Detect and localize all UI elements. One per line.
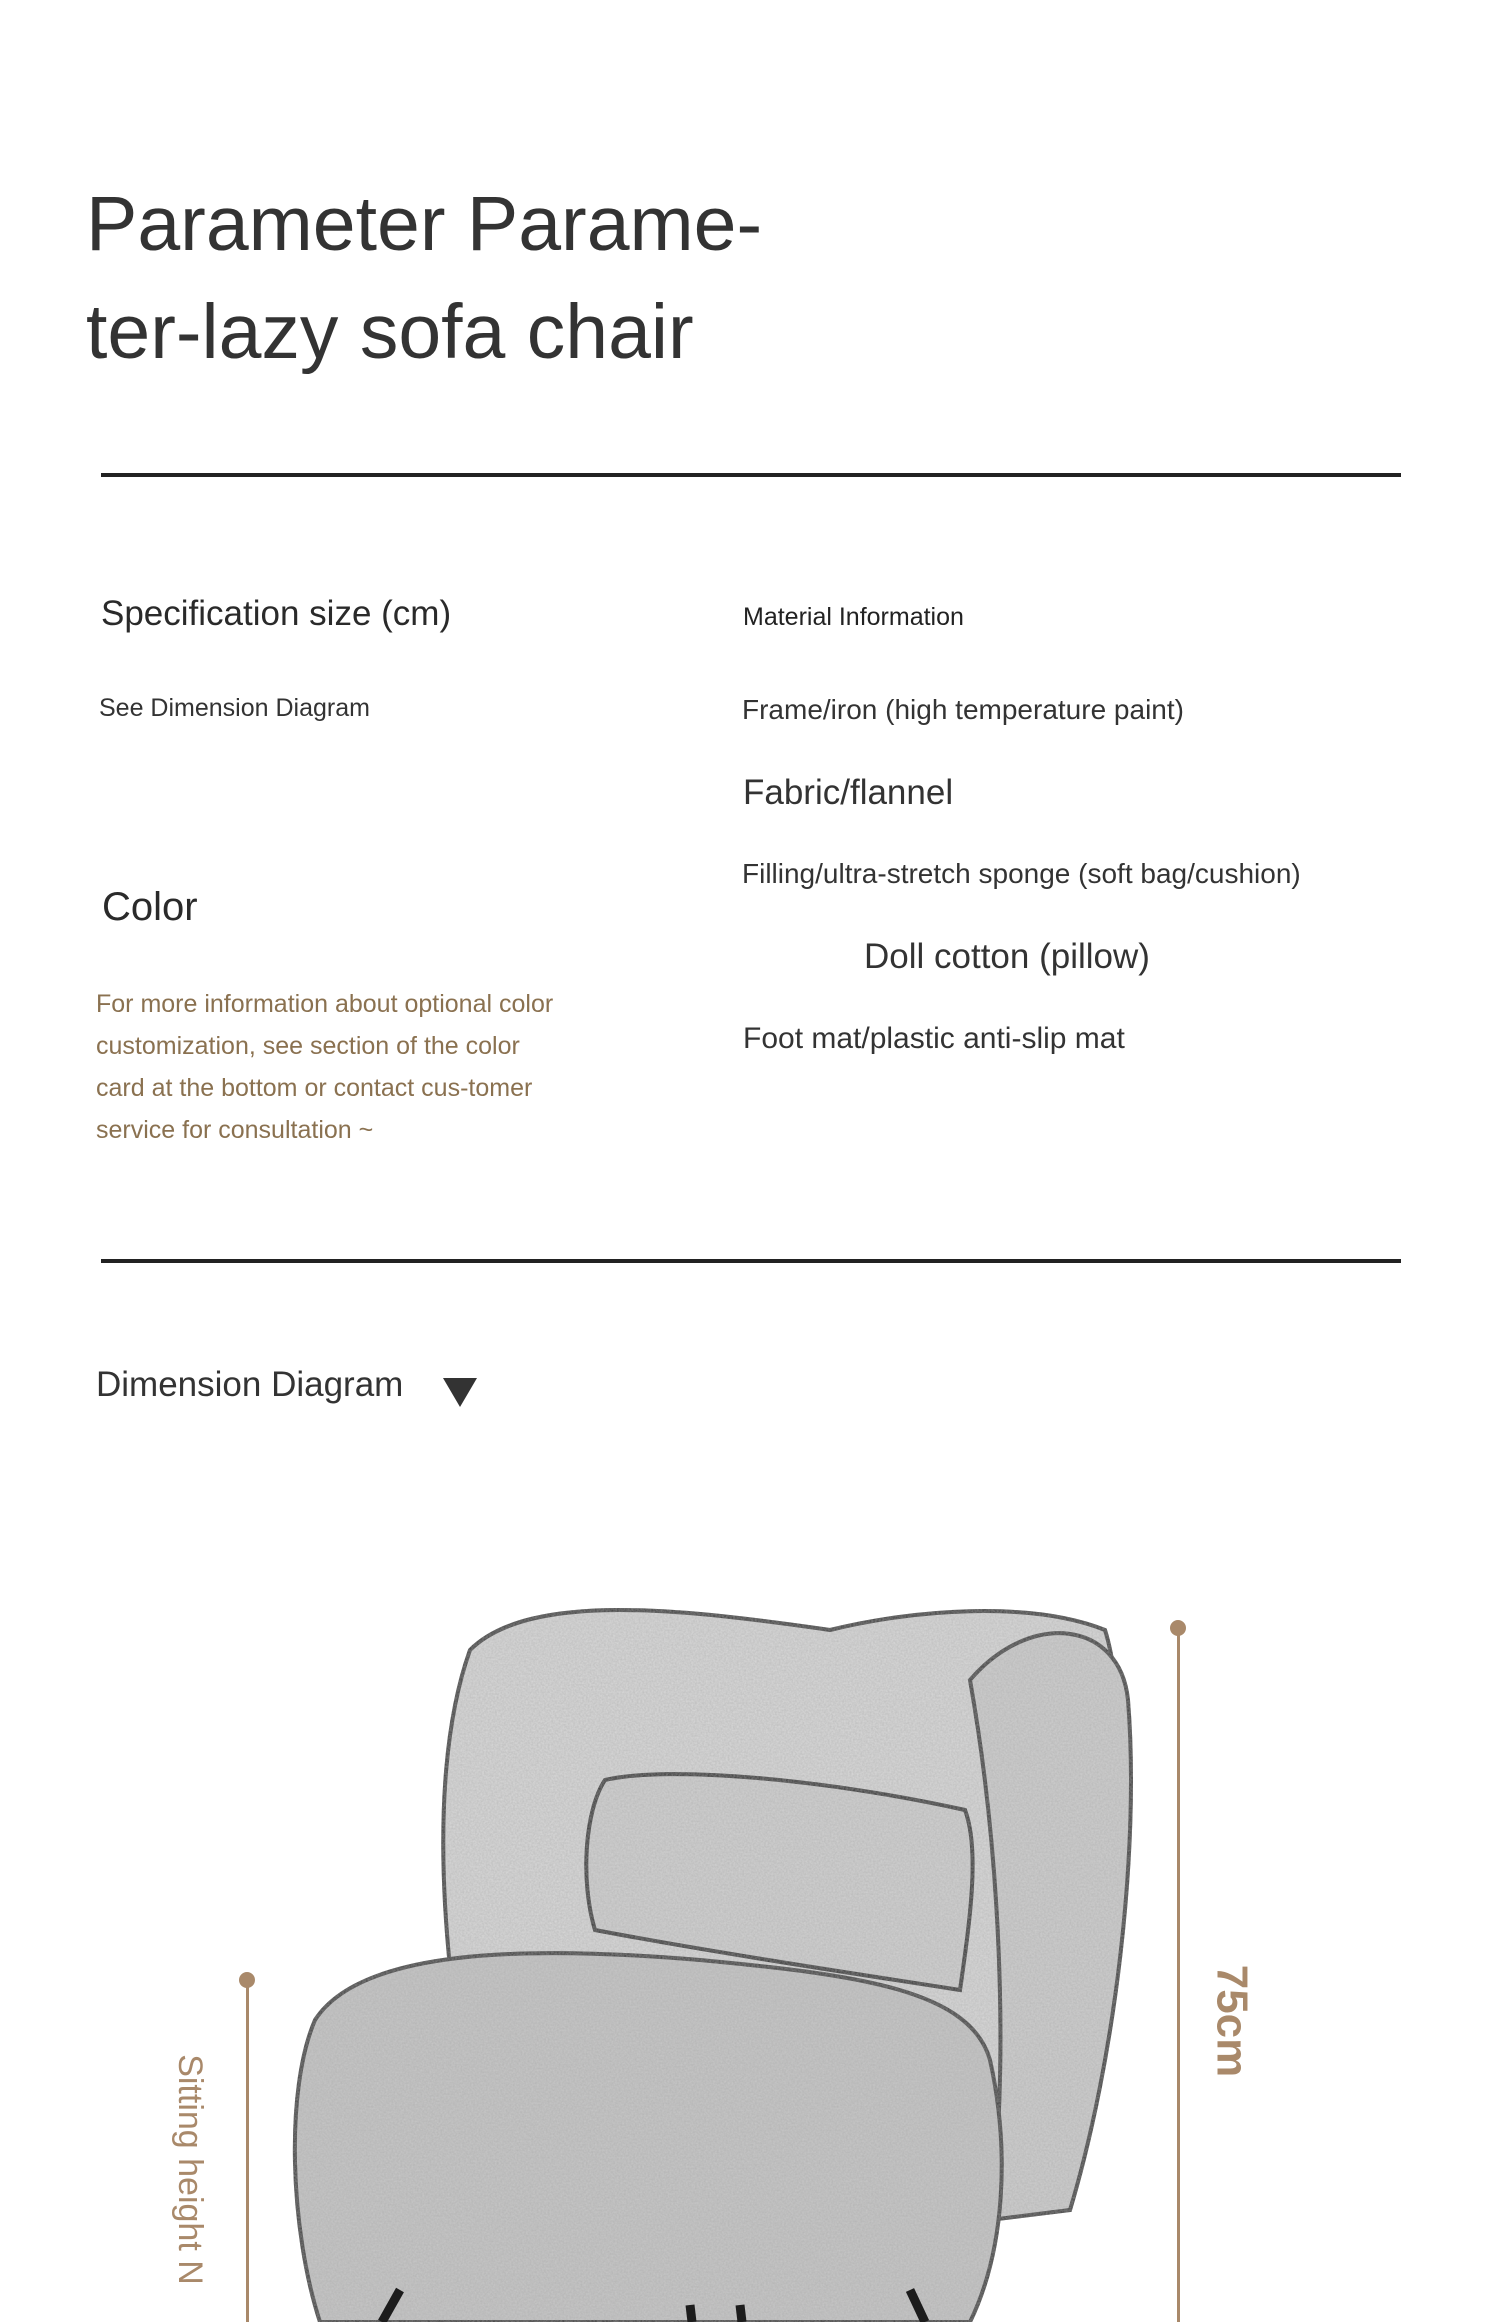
material-label: Material Information (743, 603, 964, 631)
material-item-frame: Frame/iron (high temperature paint) (742, 694, 1184, 725)
material-item-foot-mat: Foot mat/plastic anti-slip mat (743, 1022, 1125, 1055)
material-item-filling: Filling/ultra-stretch sponge (soft bag/cushion) (742, 858, 1301, 889)
down-triangle-icon (443, 1378, 477, 1408)
top-divider (101, 473, 1401, 477)
material-item-doll-cotton: Doll cotton (pillow) (864, 937, 1150, 976)
chair-leg-mid2 (740, 2305, 742, 2322)
color-label: Color (102, 885, 198, 929)
height-dim-label: 75cm (1207, 1964, 1257, 2078)
spec-label: Specification size (cm) (101, 594, 452, 633)
sitting-dim-label: Sitting height N (170, 2054, 209, 2285)
height-dim-line (1177, 1630, 1180, 2322)
chair-leg-mid (690, 2305, 692, 2322)
sitting-dim-line (246, 1982, 249, 2322)
lazy-sofa-chair-illustration (270, 1590, 1150, 2322)
spec-value: See Dimension Diagram (99, 694, 370, 722)
page-title: Parameter Parame- ter-lazy sofa chair (86, 181, 763, 375)
dimension-diagram-label: Dimension Diagram (96, 1365, 404, 1404)
chair-seat (295, 1953, 1002, 2322)
color-note: For more information about optional color customization, see section of the color card at the bottom or contact cus-tomer service for consultation ~ (96, 990, 554, 1144)
material-item-fabric: Fabric/flannel (743, 773, 954, 812)
bottom-divider (101, 1259, 1401, 1263)
